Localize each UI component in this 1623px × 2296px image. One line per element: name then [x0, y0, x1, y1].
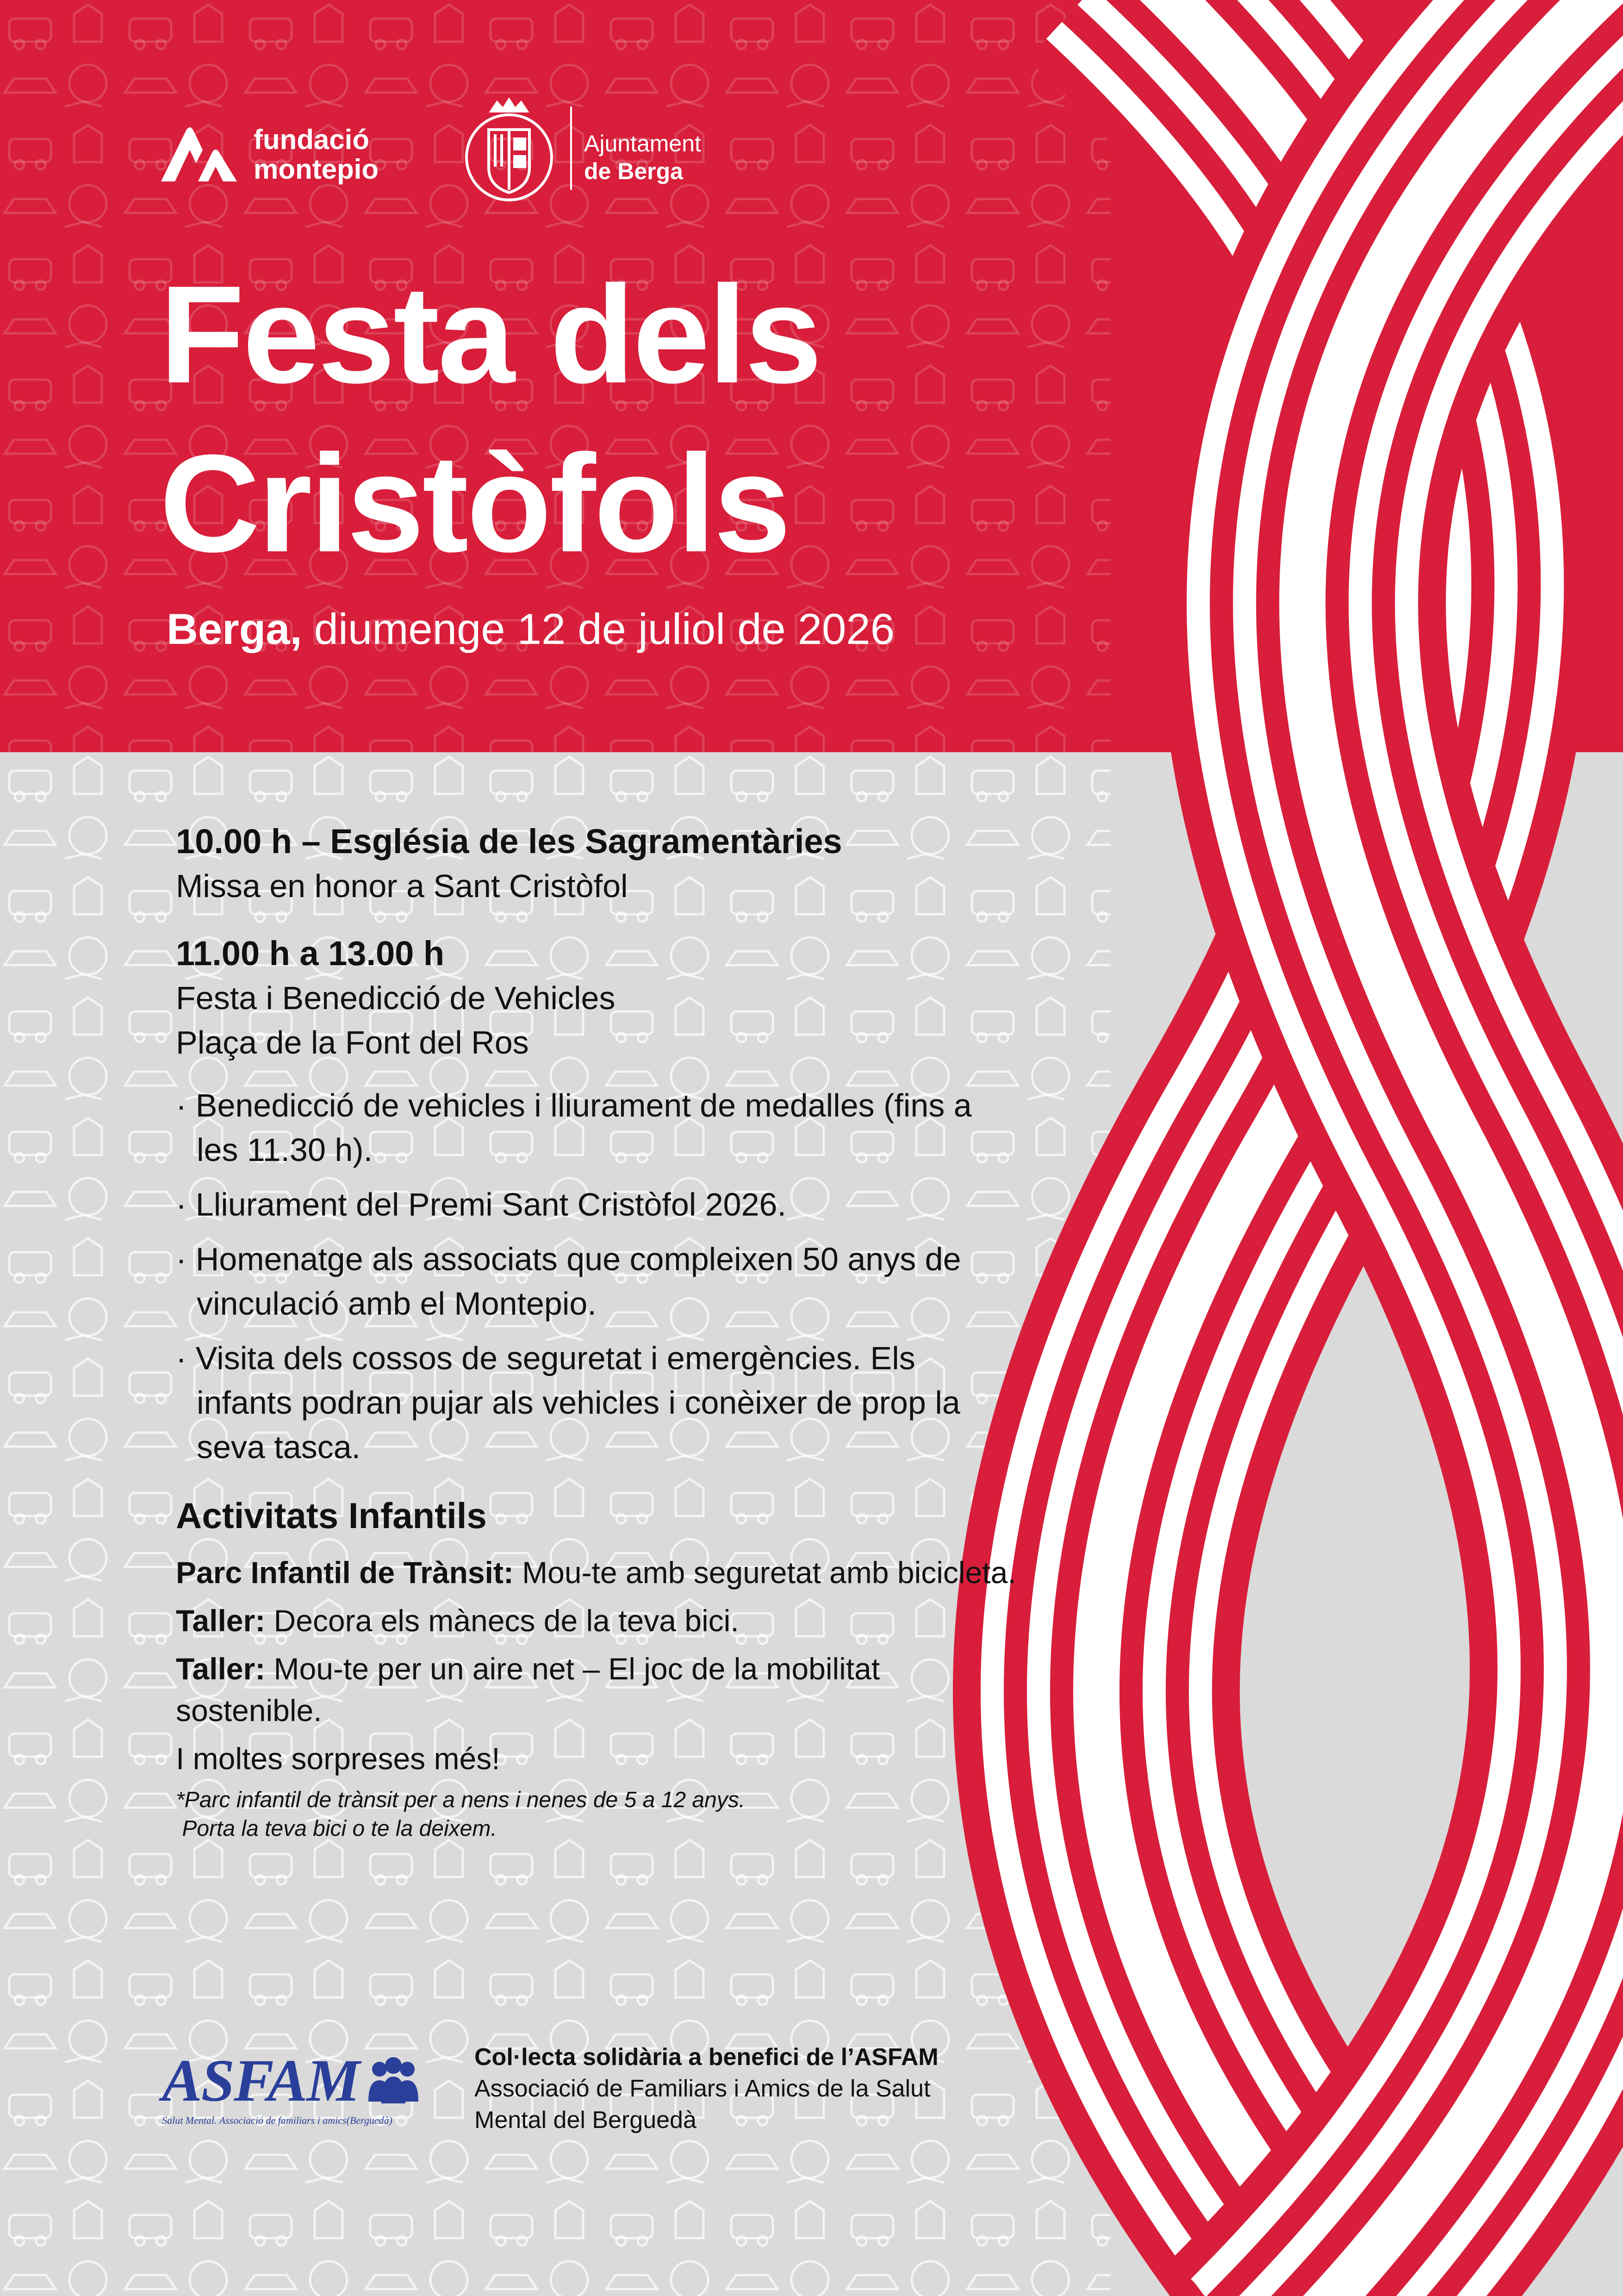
collecta-info: [474, 2041, 1007, 2136]
event2-bullet-list: [176, 1083, 1018, 1469]
activity-text: Decora els mànecs de la teva bici.: [265, 1603, 739, 1638]
activity-text: Mou-te amb seguretat amb bicicleta.: [513, 1555, 1016, 1590]
bullet-item: · Homenatge als associats que compleixen 50 anys de vinculació amb el Montepio.: [176, 1241, 961, 1322]
activities-note: [176, 1786, 1018, 1843]
activity-label: Parc Infantil de Trànsit:: [176, 1555, 514, 1590]
subtitle-date: diumenge 12 de juliol de 2026: [302, 605, 895, 653]
montepio-text-line1: fundació: [254, 124, 369, 155]
bullet-item: · Benedicció de vehicles i lliurament de medalles (fins a les 11.30 h).: [176, 1087, 972, 1168]
asfam-people-icon: [366, 2055, 421, 2106]
program-content: [176, 819, 1018, 1843]
subtitle-city: Berga,: [167, 605, 302, 653]
braided-waves-decoration-icon: [949, 0, 1623, 2296]
activities-heading: Activitats Infantils: [176, 1495, 487, 1536]
event1-heading: 10.00 h – Església de les Sagramentàries: [176, 822, 842, 861]
event2-description: Festa i Benedicció de Vehicles: [176, 980, 616, 1016]
event2-location: Plaça de la Font del Ros: [176, 1024, 529, 1061]
activity-item: [176, 1648, 1018, 1731]
montepio-text-line2: montepio: [254, 154, 379, 185]
title-line-2: Cristòfols: [160, 425, 790, 581]
bullet-item: · Lliurament del Premi Sant Cristòfol 2026.: [176, 1186, 786, 1223]
activity-text: Mou-te per un aire net – El joc de la mobilitat sostenible.: [176, 1652, 880, 1728]
bullet-item: · Visita dels cossos de seguretat i emergències. Els infants podran pujar als vehicles i conèixer de prop la seva tasca.: [176, 1340, 960, 1465]
collecta-line-2: Mental del Berguedà: [474, 2107, 696, 2134]
asfam-tagline: Salut Mental. Associació de familiars i amics(Berguedà): [162, 2115, 392, 2126]
event1-description: Missa en honor a Sant Cristòfol: [176, 868, 628, 904]
asfam-logo: [162, 2046, 421, 2139]
collecta-title: Col·lecta solidària a benefici de l’ASFAM: [474, 2044, 939, 2071]
de-berga-text: de Berga: [584, 158, 683, 184]
fundacio-montepio-logo: [157, 120, 417, 190]
activity-item: [176, 1600, 1018, 1641]
event-date: [167, 604, 895, 654]
berga-coat-of-arms-icon: [463, 97, 555, 208]
page-title: [160, 250, 993, 588]
ajuntament-berga-logo: [463, 97, 740, 208]
note-line-1: *Parc infantil de trànsit per a nens i nenes de 5 a 12 anys.: [176, 1788, 746, 1812]
activity-label: Taller:: [176, 1603, 266, 1638]
title-line-1: Festa dels: [160, 256, 821, 412]
asfam-wordmark: ASFAM: [162, 2047, 360, 2114]
ajuntament-text: Ajuntament: [584, 131, 701, 156]
activities-closing: I moltes sorpreses més!: [176, 1741, 500, 1776]
collecta-line-1: Associació de Familiars i Amics de la Salut: [474, 2075, 931, 2102]
montepio-mark-icon: [157, 124, 241, 184]
logo-divider: [570, 106, 572, 190]
event2-heading: 11.00 h a 13.00 h: [176, 934, 445, 973]
activity-item: [176, 1552, 1018, 1593]
note-line-2: Porta la teva bici o te la deixem.: [176, 1816, 497, 1841]
activity-label: Taller:: [176, 1652, 266, 1686]
